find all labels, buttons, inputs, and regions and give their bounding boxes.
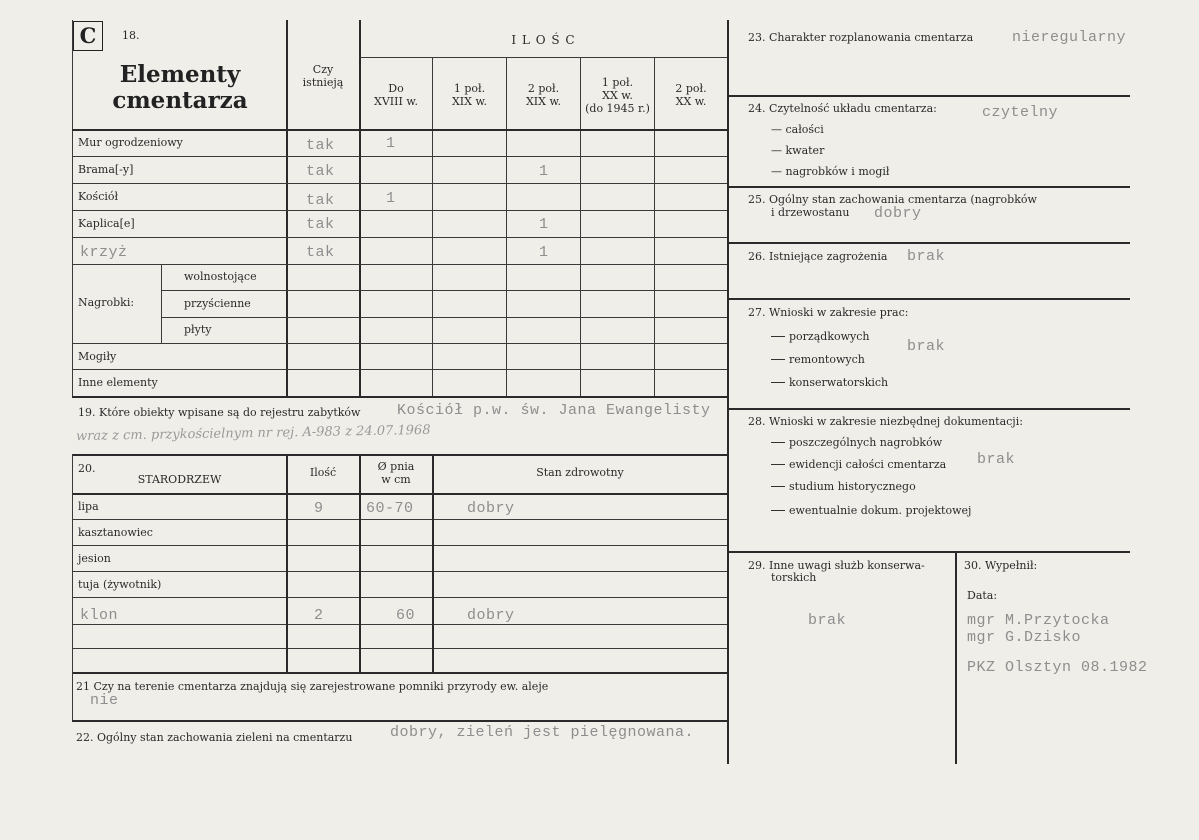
grid-line <box>72 343 727 344</box>
header-line: XVIII w. <box>374 95 418 109</box>
period-header <box>655 82 727 108</box>
grid-line <box>161 290 727 291</box>
graves-type: wolnostojące <box>184 270 257 283</box>
grid-line <box>727 186 1130 188</box>
grid-line <box>72 183 727 184</box>
header-line: XIX w. <box>525 95 562 109</box>
tree-health: dobry <box>467 500 515 517</box>
grid-line <box>727 95 1130 97</box>
tree-health: dobry <box>467 607 515 624</box>
tree-qty: 2 <box>314 607 324 624</box>
tree-qty: 9 <box>314 500 324 517</box>
header-line: XX w. <box>675 95 707 109</box>
section24-item: — kwater <box>771 144 825 157</box>
section29-line1: 29. Inne uwagi służb konserwa- <box>748 559 925 572</box>
trees-health-header: Stan zdrowotny <box>536 466 624 479</box>
grid-line <box>432 454 434 672</box>
tree-name: jesion <box>78 552 111 565</box>
trees-qty-header: Ilość <box>309 466 337 479</box>
row-label: Brama[-y] <box>78 163 134 176</box>
exists-value: tak <box>306 192 335 209</box>
period-header <box>581 76 654 116</box>
tree-diam: 60-70 <box>366 500 414 517</box>
section27-label: 27. Wnioski w zakresie prac: <box>748 306 909 319</box>
left-border <box>72 20 73 396</box>
filler-office: PKZ Olsztyn 08.1982 <box>967 659 1148 676</box>
dash <box>771 442 785 443</box>
header-line: XX w. <box>602 89 633 103</box>
section28-label: 28. Wnioski w zakresie niezbędnej dokumentacji: <box>748 415 1023 428</box>
section28-item: ewidencji całości cmentarza <box>789 458 947 471</box>
dash <box>771 464 785 465</box>
section-number: 20. <box>78 462 96 475</box>
grid-line <box>72 648 727 649</box>
dash <box>771 486 785 487</box>
exists-value: tak <box>306 163 335 180</box>
section23-label: 23. Charakter rozplanowania cmentarza <box>748 31 974 44</box>
header-line: 1 poł. <box>601 76 634 89</box>
header-line: 2 poł. <box>675 82 707 95</box>
tree-name-typed: klon <box>80 607 119 624</box>
section28-item: poszczególnych nagrobków <box>789 436 943 449</box>
grid-line <box>72 129 727 131</box>
row-label: Mur ogrodzeniowy <box>78 136 183 149</box>
section27-item: porządkowych <box>789 330 870 343</box>
header-line: w cm <box>381 473 411 487</box>
section25-line2: i drzewostanu <box>771 206 850 219</box>
filler-name: mgr M.Przytocka <box>967 612 1110 629</box>
dash <box>771 382 785 383</box>
count-value: 1 <box>539 244 549 261</box>
section29-value: brak <box>808 612 847 629</box>
grid-line <box>72 597 727 598</box>
filler-name: mgr G.Dzisko <box>967 629 1082 646</box>
section-number: 18. <box>122 29 140 42</box>
section30-date-label: Data: <box>967 589 998 602</box>
section24-item: — nagrobków i mogił <box>771 165 890 178</box>
exists-value: tak <box>306 137 335 154</box>
grid-line <box>72 454 727 456</box>
tree-diam: 60 <box>396 607 416 624</box>
grid-line <box>72 210 727 211</box>
section22-label: 22. Ogólny stan zachowania zieleni na cmentarzu <box>76 731 353 744</box>
grid-line <box>727 298 1130 300</box>
page-title <box>80 62 280 115</box>
grid-line <box>727 242 1130 244</box>
section30-label: 30. Wypełnił: <box>964 559 1038 572</box>
period-header <box>360 82 432 108</box>
grid-line <box>161 317 727 318</box>
count-value: 1 <box>539 163 549 180</box>
grid-line <box>359 57 727 58</box>
grid-line <box>955 551 957 764</box>
center-divider <box>727 20 729 764</box>
header-line: (do 1945 r.) <box>585 102 650 116</box>
section21-label: 21 Czy na terenie cmentarza znajdują się zarejestrowane pomniki przyrody ew. aleje <box>76 680 549 693</box>
tree-name: kasztanowiec <box>78 526 153 539</box>
exists-value: tak <box>306 216 335 233</box>
title-line-1: Elementy <box>119 61 241 88</box>
grid-line <box>72 624 727 625</box>
section28-value: brak <box>977 451 1016 468</box>
grid-line <box>72 264 727 265</box>
count-value: 1 <box>539 216 549 233</box>
section28-item: studium historycznego <box>789 480 916 493</box>
grid-line <box>286 454 288 672</box>
section27-value: brak <box>907 338 946 355</box>
grid-line <box>72 720 727 722</box>
row-label: Kaplica[e] <box>78 217 135 230</box>
grid-line <box>359 20 361 396</box>
header-line: XIX w. <box>451 95 488 109</box>
graves-type: płyty <box>184 323 212 336</box>
count-value: 1 <box>386 135 396 152</box>
grid-line <box>72 237 727 238</box>
header-line: Do <box>388 82 404 95</box>
section29-line2: torskich <box>771 571 817 584</box>
grid-line <box>72 156 727 157</box>
header-line: 2 poł. <box>527 82 560 95</box>
section24-label: 24. Czytelność układu cmentarza: <box>748 102 937 115</box>
quantity-header: I L O Ś C <box>511 33 576 47</box>
row-label: Mogiły <box>78 350 117 363</box>
period-header <box>433 82 506 108</box>
grid-line <box>72 672 727 674</box>
tree-name: tuja (żywotnik) <box>78 578 162 591</box>
row-label: Kościół <box>78 190 119 203</box>
row-label: Inne elementy <box>78 376 158 389</box>
grid-line <box>727 408 1130 410</box>
grid-line <box>72 571 727 572</box>
section23-value: nieregularny <box>1012 29 1127 46</box>
section19-value: Kościół p.w. św. Jana Ewangelisty <box>397 402 711 419</box>
header-line: 1 poł. <box>453 82 486 95</box>
section26-label: 26. Istniejące zagrożenia <box>748 250 888 263</box>
section24-value: czytelny <box>982 104 1059 121</box>
grid-line <box>654 58 655 396</box>
tree-name: lipa <box>78 500 99 513</box>
section28-item: ewentualnie dokum. projektowej <box>789 504 972 517</box>
graves-type: przyścienne <box>184 297 251 310</box>
exists-value: tak <box>306 244 335 261</box>
grid-line <box>72 369 727 370</box>
row-label-typed: krzyż <box>80 244 128 261</box>
header-line: istnieją <box>302 76 344 90</box>
grid-line <box>72 396 727 398</box>
exists-column-header <box>287 63 359 89</box>
title-line-2: cmentarza <box>112 87 248 115</box>
card-letter-box: C <box>73 21 103 51</box>
section22-value: dobry, zieleń jest pielęgnowana. <box>390 724 695 741</box>
section26-value: brak <box>907 248 946 265</box>
count-value: 1 <box>386 190 396 207</box>
grid-line <box>432 58 433 396</box>
section21-value: nie <box>90 692 119 709</box>
grid-line <box>161 264 162 344</box>
header-line: Ø pnia <box>377 460 415 473</box>
grid-line <box>72 493 727 495</box>
header-line: Czy <box>312 63 334 76</box>
grid-line <box>72 545 727 546</box>
section27-item: konserwatorskich <box>789 376 889 389</box>
section19-label: 19. Które obiekty wpisane są do rejestru zabytków <box>78 406 361 419</box>
section24-item: — całości <box>771 123 824 136</box>
grid-line <box>72 454 73 720</box>
grid-line <box>72 519 727 520</box>
dash <box>771 359 785 360</box>
grid-line <box>727 551 1130 553</box>
dash <box>771 510 785 511</box>
grid-line <box>506 58 507 396</box>
section27-item: remontowych <box>789 353 865 366</box>
section19-handwritten: wraz z cm. przykościelnym nr rej. A-983 z 24.07.1968 <box>75 422 431 445</box>
grid-line <box>359 454 361 672</box>
trees-header: STARODRZEW <box>137 473 222 486</box>
section25-line1: 25. Ogólny stan zachowania cmentarza (nagrobków <box>748 193 1037 206</box>
graves-label: Nagrobki: <box>78 296 135 309</box>
section25-value: dobry <box>874 205 922 222</box>
dash <box>771 336 785 337</box>
trees-diam-header <box>360 460 432 486</box>
period-header <box>507 82 580 108</box>
